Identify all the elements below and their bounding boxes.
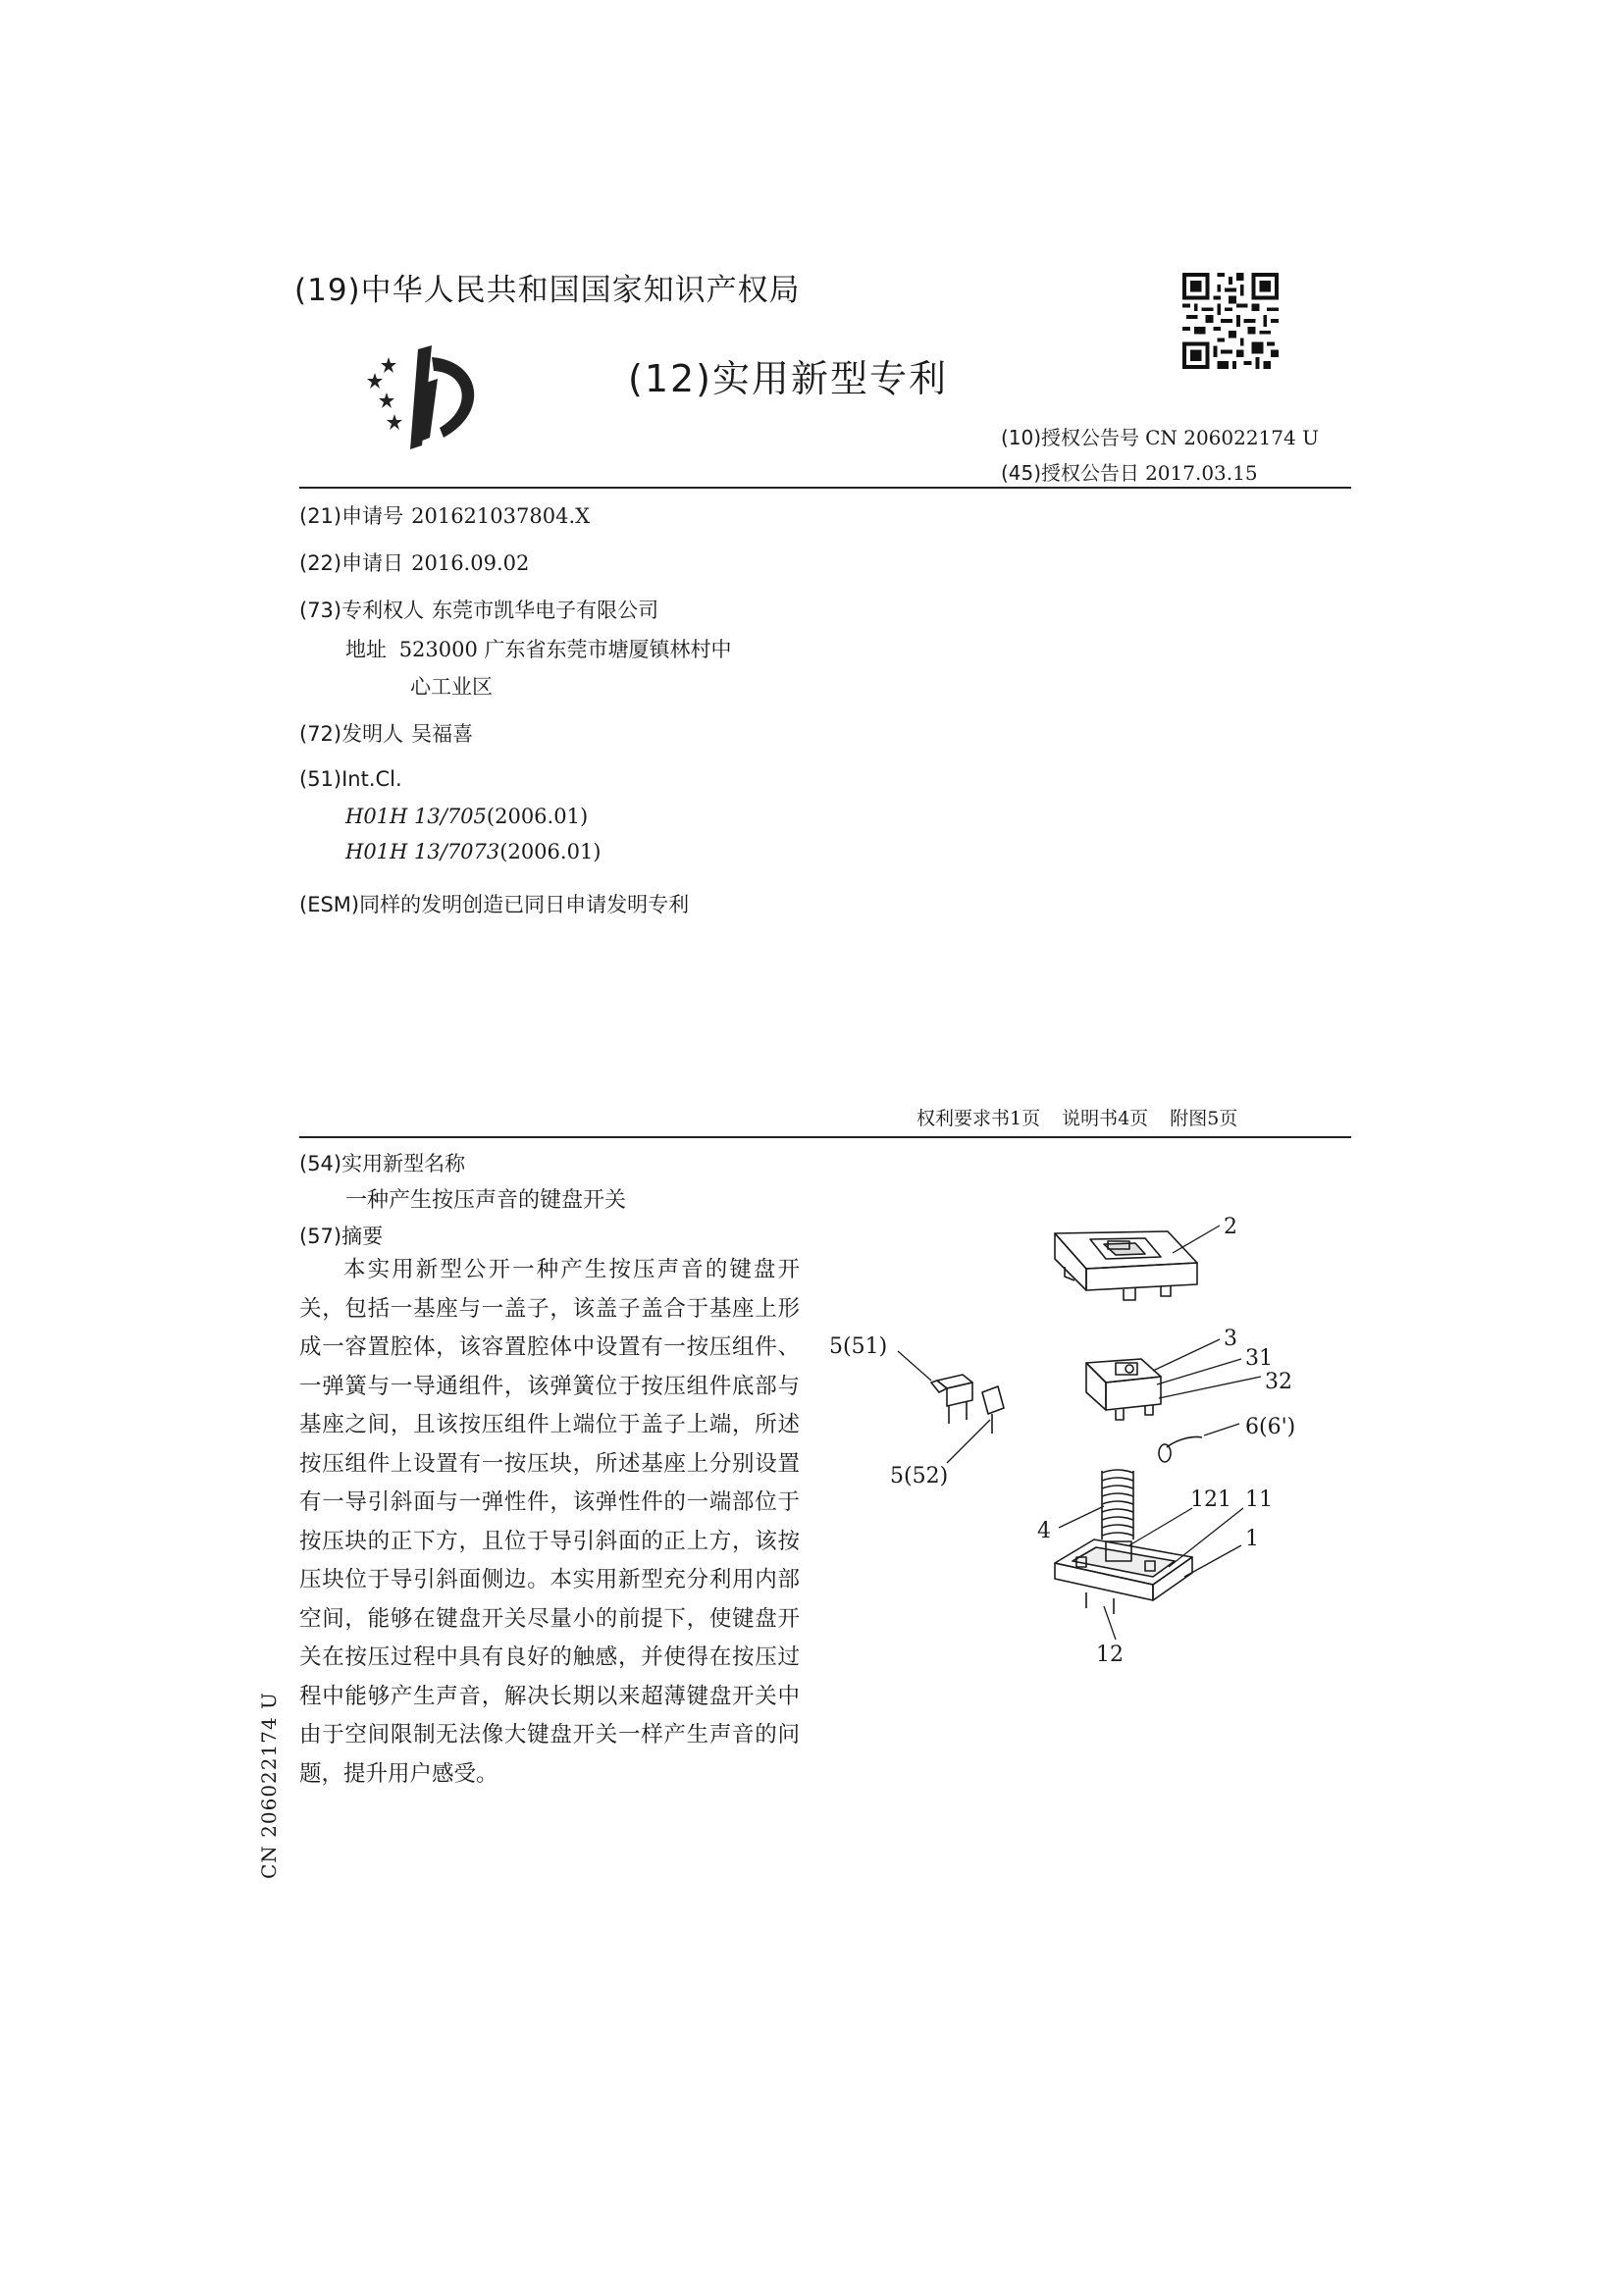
publication-date-row: [1001, 457, 1258, 486]
patentee: 东莞市凯华电子有限公司: [432, 599, 659, 622]
cover-part: [1055, 1231, 1197, 1300]
title-label: (54)实用新型名称: [299, 1152, 466, 1175]
ipc-version: (2006.01): [499, 840, 602, 863]
ipc-version: (2006.01): [486, 805, 589, 828]
spring-part: [1102, 1470, 1133, 1539]
ipc-entry: [345, 840, 602, 863]
abstract-text: 本实用新型公开一种产生按压声音的键盘开关，包括一基座与一盖子，该盖子盖合于基座上形成一容置腔体，该容置腔体中设置有一按压组件、一弹簧与一导通组件，该弹簧位于按压组件底部与基座之间，且该按压组件上端位于盖子上端，所述按压组件上设置有一按压块，所述基座上分别设置有一导引斜面与一弹性件，该弹性件的一端部位于按压块的正下方，且位于导引斜面的正上方，该按压块位于导引斜面侧边。本实用新型充分利用内部空间，能够在键盘开关尽量小的前提下，使键盘开关在按压过程中具有良好的触感，并使得在按压过程中能够产生声音，解决长期以来超薄键盘开关中由于空间限制无法像大键盘开关一样产生声音的问题，提升用户感受。: [299, 1257, 800, 1787]
label-part-31: 31: [1245, 1346, 1273, 1371]
utility-model-title: 一种产生按压声音的键盘开关: [345, 1188, 627, 1213]
press-assembly-part: [1086, 1359, 1161, 1420]
exploded-view-figure: [829, 1212, 1330, 1683]
filing-date-row: [299, 548, 529, 577]
ipc-code: H01H 13/7073: [345, 840, 500, 863]
patentee-label: (73)专利权人: [299, 599, 425, 622]
filing-date-label: (22)申请日: [299, 551, 404, 575]
elastic-part: [1159, 1436, 1202, 1462]
header-divider: [299, 487, 1351, 489]
issuing-office: (19)中华人民共和国国家知识产权局: [294, 273, 801, 308]
side-publication-number: CN 206022174 U: [257, 1692, 281, 1879]
document-type: (12)实用新型专利: [628, 357, 949, 400]
label-conductor-52: 5(52): [890, 1464, 949, 1488]
label-part-11: 11: [1245, 1487, 1273, 1512]
cnipa-logo-icon: [363, 343, 500, 453]
conductor-52-part: [982, 1386, 1004, 1434]
address-line-2: 心工业区: [410, 675, 493, 699]
drawings-pages: 附图5页: [1170, 1108, 1238, 1129]
abstract-label: (57)摘要: [299, 1225, 384, 1248]
filing-date: 2016.09.02: [411, 551, 530, 575]
ipc-entry: [345, 805, 588, 828]
label-elastic: 6(6'): [1245, 1415, 1296, 1439]
claims-pages: 权利要求书1页: [916, 1108, 1041, 1129]
publication-number: CN 206022174 U: [1145, 426, 1319, 449]
address-row: [345, 634, 732, 663]
ipc-code: H01H 13/705: [345, 805, 487, 828]
publication-date-label: (45)授权公告日: [1001, 461, 1140, 485]
label-cover: 2: [1224, 1215, 1237, 1239]
inventor-row: [299, 718, 473, 748]
publication-date: 2017.03.15: [1145, 461, 1258, 485]
page-counts: [916, 1104, 1259, 1130]
label-part-12: 12: [1096, 1643, 1124, 1667]
address-line-1: 523000 广东省东莞市塘厦镇林村中: [398, 638, 732, 661]
label-conductor-51: 5(51): [829, 1334, 888, 1359]
inventor-label: (72)发明人: [299, 722, 404, 746]
qr-code-icon: [1182, 273, 1279, 369]
conductor-51-part: [931, 1375, 972, 1424]
label-spring: 4: [1037, 1519, 1051, 1543]
address-label: 地址: [345, 638, 387, 661]
patentee-row: [299, 595, 658, 624]
application-number-row: [299, 500, 590, 530]
base-part: [1055, 1539, 1192, 1614]
int-cl-label: (51)Int.Cl.: [299, 767, 402, 791]
description-pages: 说明书4页: [1062, 1108, 1149, 1129]
esm-note: (ESM)同样的发明创造已同日申请发明专利: [299, 893, 690, 916]
label-part-121: 121: [1190, 1487, 1231, 1512]
publication-number-row: [1001, 422, 1319, 450]
application-number-label: (21)申请号: [299, 504, 404, 528]
int-cl-row: [299, 767, 402, 791]
publication-number-label: (10)授权公告号: [1001, 426, 1140, 449]
label-press-assembly: 3: [1224, 1327, 1237, 1351]
section-divider: [299, 1136, 1351, 1138]
application-number: 201621037804.X: [411, 504, 591, 528]
label-part-32: 32: [1265, 1370, 1292, 1394]
inventor: 吴福喜: [411, 722, 474, 746]
label-base: 1: [1245, 1527, 1259, 1551]
